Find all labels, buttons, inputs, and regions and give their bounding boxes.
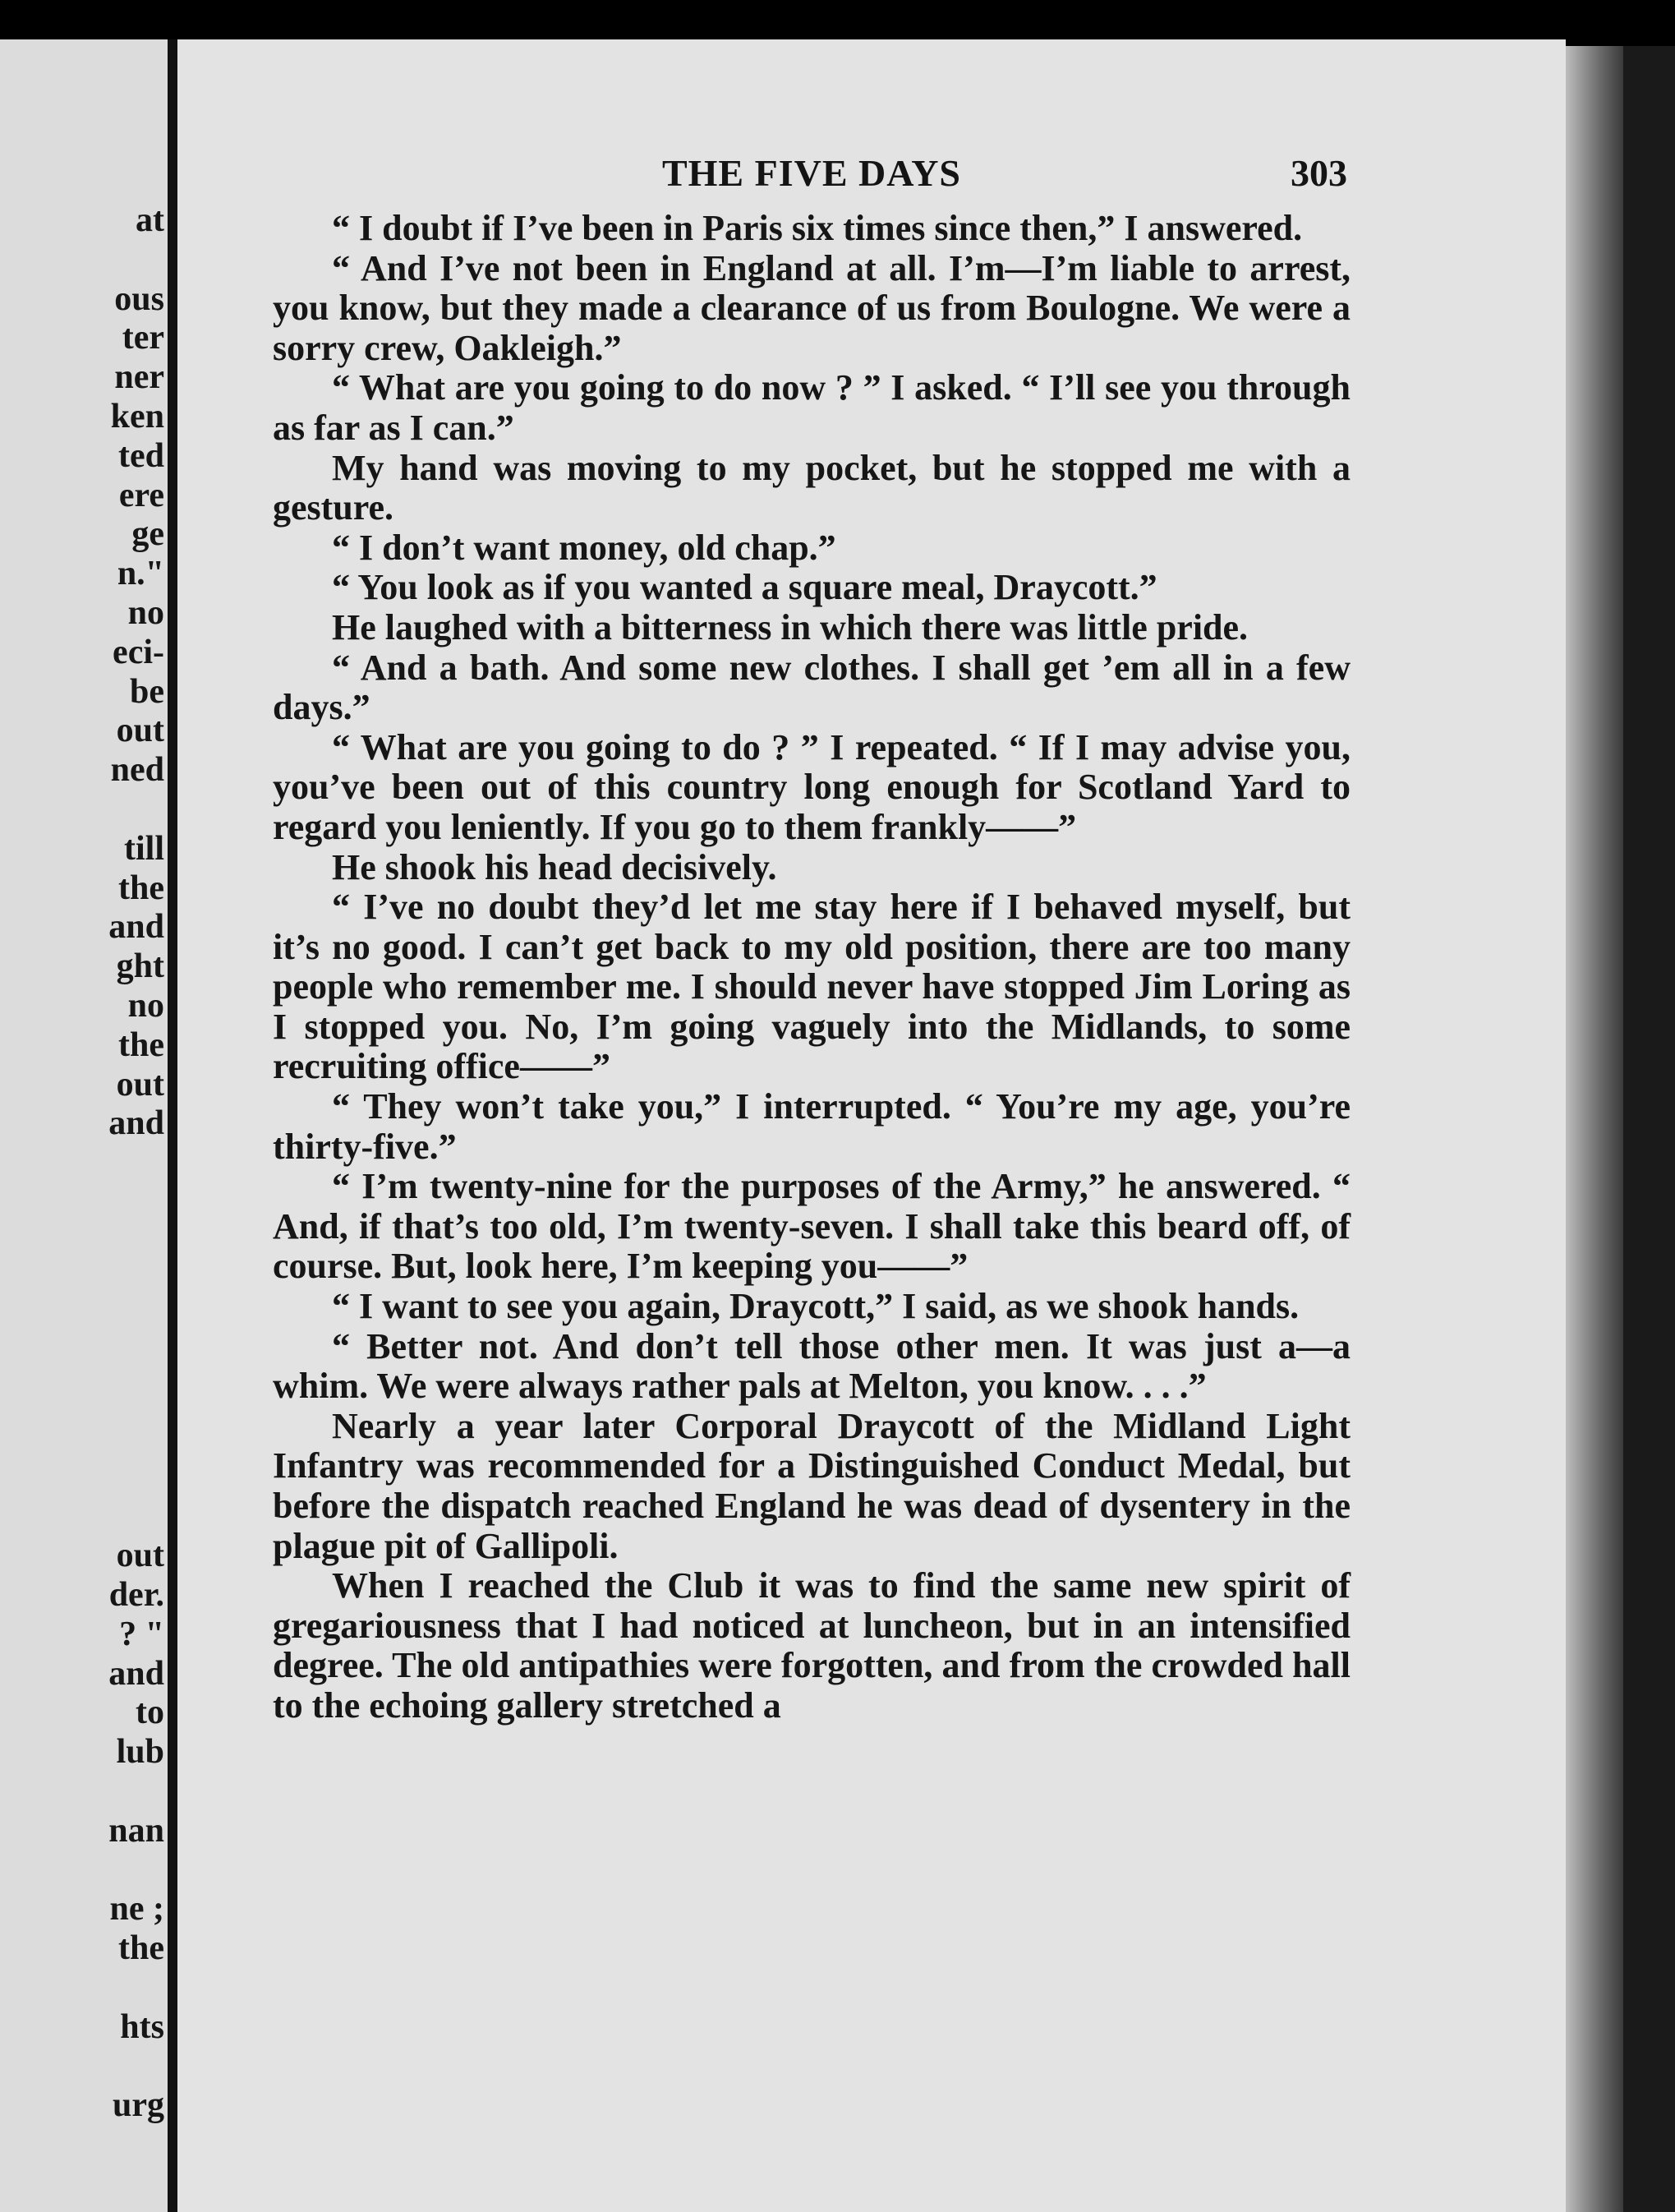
left-page-fragment: and [108, 1654, 164, 1693]
left-page-fragment: ne ; [109, 1890, 164, 1929]
left-page-fragment: ner [114, 358, 164, 397]
paragraph: He laughed with a bitterness in which there was little pride. [332, 606, 1249, 647]
paragraph: “ Better not. And don’t tell those other men. It was just a—a whim. We were always rather pals at Melton, you know. . . .” [273, 1325, 1351, 1407]
scan-border [1623, 46, 1675, 2212]
left-page-fragment: ter [122, 319, 164, 357]
left-page-fragment: and [108, 908, 164, 947]
left-page-fragment: be [130, 672, 164, 711]
paragraph: My hand was moving to my pocket, but he stopped me with a gesture. [273, 447, 1351, 528]
left-page-fragment: out [116, 1537, 164, 1575]
left-page-fragment: urg [113, 2086, 164, 2125]
left-page-fragment: at [136, 201, 164, 239]
left-page-fragment: ken [110, 398, 164, 435]
left-page-fragment: out [116, 1065, 164, 1104]
page-stack-edge [1566, 46, 1623, 2212]
left-page-fragment: ? " [119, 1615, 164, 1653]
left-page-fragment: nan [108, 1811, 164, 1850]
left-page-fragment: ous [114, 279, 164, 318]
left-page-fragment: ned [110, 751, 164, 790]
paragraph: “ You look as if you wanted a square meal, Draycott.” [332, 567, 1157, 608]
paragraph: “ They won’t take you,” I interrupted. “ You’re my age, you’re thirty-five.” [273, 1086, 1351, 1167]
left-page-fragment: ge [131, 515, 164, 554]
left-page-fragment: out [116, 712, 164, 750]
paragraph: “ And a bath. And some new clothes. I shall get ’em all in a few days.” [273, 647, 1351, 728]
paragraph: “ I want to see you again, Draycott,” I said, as we shook hands. [332, 1286, 1300, 1327]
left-page-fragment: ted [118, 436, 164, 475]
page-number: 303 [1291, 152, 1347, 194]
paragraph: “ I’m twenty-nine for the purposes of the Army,” he answered. “ And, if that’s too old, I’m twenty-seven. I shall take this beard off, of course. But, look here, I’m keeping you——” [273, 1166, 1351, 1287]
left-page-edge [0, 39, 171, 2212]
paragraph: “ What are you going to do now ? ” I asked. “ I’ll see you through as far as I can.” [273, 367, 1351, 448]
left-page-fragment: the [118, 1025, 164, 1064]
paragraph: He shook his head decisively. [332, 846, 777, 887]
running-head [276, 145, 1347, 204]
paragraph: “ What are you going to do ? ” I repeated. “ If I may advise you, you’ve been out of this country long enough for Scotland Yard to regard you leniently. If you go to them frankly——” [273, 726, 1351, 847]
paragraph: “ I’ve no doubt they’d let me stay here if I behaved myself, but it’s no good. I can’t get back to my old position, there are too many people who remember me. I should never have stopped Jim Loring as I stopped you. No, I’m going vaguely into the Midlands, to some recruiting office——” [273, 887, 1351, 1087]
paragraph: “ And I’ve not been in England at all. I’m—I’m liable to arrest, you know, but they made a clearance of us from Boulogne. We were a sorry crew, Oakleigh.” [273, 247, 1351, 368]
page-title: THE FIVE DAYS [661, 152, 962, 194]
paragraph: “ I don’t want money, old chap.” [332, 527, 836, 568]
left-page-fragment: lub [116, 1733, 164, 1772]
left-page-fragment: the [118, 869, 164, 907]
left-page-fragment: ere [118, 476, 164, 514]
paragraph: Nearly a year later Corporal Draycott of the Midland Light Infantry was recommended for a Distinguished Conduct Medal, but before the dispatch reached England he was dead of dysentery in the plague pit of Gallipoli. [273, 1405, 1351, 1566]
paragraph: “ I doubt if I’ve been in Paris six times since then,” I answered. [332, 208, 1303, 248]
body-text [273, 209, 1351, 1726]
left-page-fragment: till [124, 829, 164, 868]
left-page-fragment: der. [108, 1576, 164, 1614]
left-page-fragment: eci- [113, 633, 164, 671]
left-page-fragment: n." [117, 555, 164, 593]
left-page-fragment: hts [120, 2007, 164, 2046]
left-page-fragment: no [127, 594, 164, 632]
left-page-fragment: the [118, 1929, 164, 1968]
left-page-fragment: no [127, 987, 164, 1025]
left-page-fragment: to [136, 1694, 164, 1732]
left-page-fragment: and [108, 1104, 164, 1143]
paragraph: When I reached the Club it was to find the same new spirit of gregariousness that I had noticed at luncheon, but in an intensified degree. The old antipathies were forgotten, and from the crowded hall to the echoing gallery stretched a [273, 1565, 1351, 1726]
left-page-fragment: ght [116, 947, 164, 986]
